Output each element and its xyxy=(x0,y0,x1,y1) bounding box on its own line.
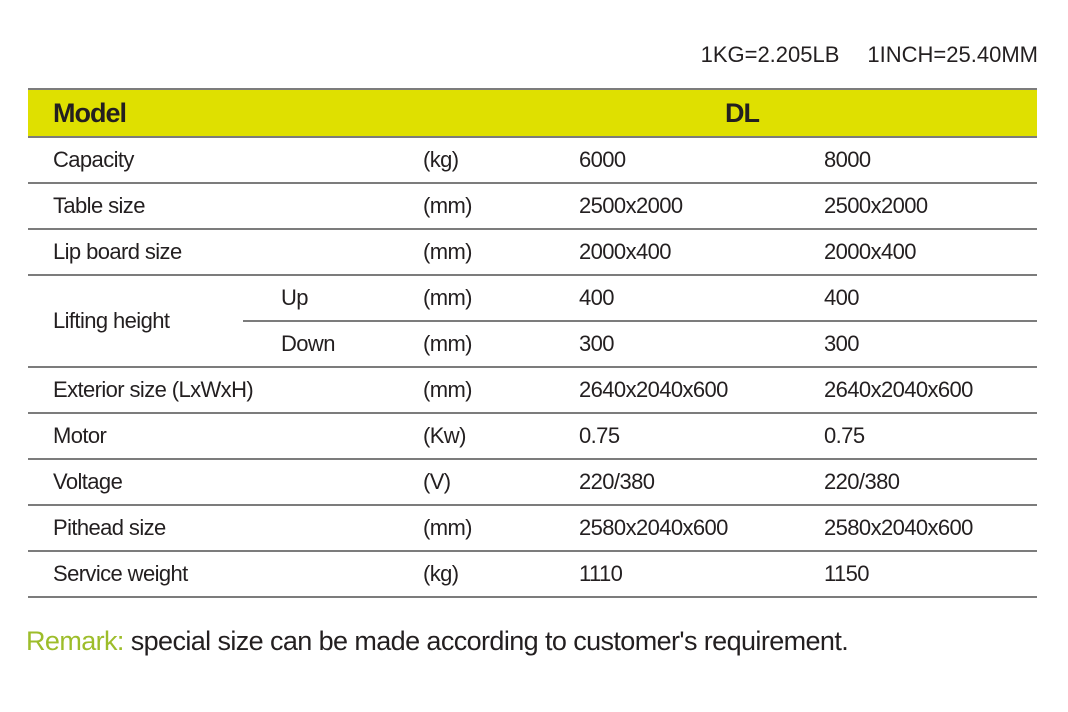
row-value-2: 8000 xyxy=(823,137,1037,183)
row-value-2: 2000x400 xyxy=(823,229,1037,275)
row-label: Capacity xyxy=(28,137,418,183)
row-unit: (kg) xyxy=(418,137,578,183)
row-unit: (V) xyxy=(418,459,578,505)
table-row-pithead xyxy=(28,505,1037,551)
row-value-2: 2500x2000 xyxy=(823,183,1037,229)
row-label: Service weight xyxy=(28,551,418,597)
table-row-motor xyxy=(28,413,1037,459)
table-row-service-weight xyxy=(28,551,1037,597)
remark-label: Remark: xyxy=(26,626,124,656)
table-header-row xyxy=(28,89,1037,137)
remark-text: special size can be made according to customer's requirement. xyxy=(123,626,849,656)
row-unit: (mm) xyxy=(418,275,578,321)
row-unit: (mm) xyxy=(418,367,578,413)
row-value-1: 220/380 xyxy=(578,459,823,505)
row-value-1: 2500x2000 xyxy=(578,183,823,229)
table-row-exterior xyxy=(28,367,1037,413)
row-unit: (mm) xyxy=(418,505,578,551)
weight-conversion: 1KG=2.205LB xyxy=(700,42,840,67)
row-unit: (mm) xyxy=(418,183,578,229)
sub-label-up: Up xyxy=(243,275,418,321)
row-label: Pithead size xyxy=(28,505,418,551)
row-value-2: 400 xyxy=(823,275,1037,321)
row-value-2: 300 xyxy=(823,321,1037,367)
row-value-1: 400 xyxy=(578,275,823,321)
row-unit: (mm) xyxy=(418,321,578,367)
row-value-2: 2580x2040x600 xyxy=(823,505,1037,551)
row-value-1: 1110 xyxy=(578,551,823,597)
row-value-1: 0.75 xyxy=(578,413,823,459)
model-header-value: DL xyxy=(578,89,1037,137)
row-value-1: 6000 xyxy=(578,137,823,183)
table-row-capacity xyxy=(28,137,1037,183)
unit-conversion-note xyxy=(673,42,1038,68)
table-row-lip-board xyxy=(28,229,1037,275)
table-row-voltage xyxy=(28,459,1037,505)
row-label: Exterior size (LxWxH) xyxy=(28,367,418,413)
row-value-2: 2640x2040x600 xyxy=(823,367,1037,413)
row-label: Motor xyxy=(28,413,418,459)
table-row-table-size xyxy=(28,183,1037,229)
model-header-label: Model xyxy=(28,89,578,137)
row-label: Lifting height xyxy=(28,275,243,367)
row-unit: (kg) xyxy=(418,551,578,597)
row-value-2: 1150 xyxy=(823,551,1037,597)
row-value-1: 300 xyxy=(578,321,823,367)
row-label: Lip board size xyxy=(28,229,418,275)
row-value-2: 220/380 xyxy=(823,459,1037,505)
row-value-1: 2640x2040x600 xyxy=(578,367,823,413)
row-label: Table size xyxy=(28,183,418,229)
row-value-1: 2580x2040x600 xyxy=(578,505,823,551)
row-unit: (mm) xyxy=(418,229,578,275)
row-label: Voltage xyxy=(28,459,418,505)
length-conversion: 1INCH=25.40MM xyxy=(867,42,1038,67)
row-value-2: 0.75 xyxy=(823,413,1037,459)
remark-note xyxy=(26,626,848,657)
spec-table xyxy=(28,88,1037,598)
table-row-lifting-up xyxy=(28,275,1037,321)
row-unit: (Kw) xyxy=(418,413,578,459)
row-value-1: 2000x400 xyxy=(578,229,823,275)
sub-label-down: Down xyxy=(243,321,418,367)
